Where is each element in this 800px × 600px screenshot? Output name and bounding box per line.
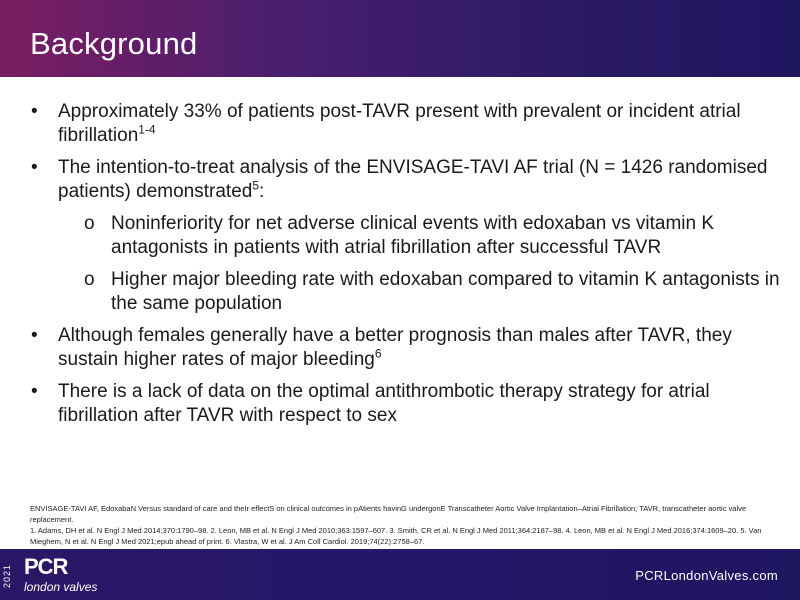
bullet-marker: • <box>31 381 38 402</box>
sub-bullet-text: Noninferiority for net adverse clinical events with edoxaban vs vitamin K antagonists in patients with atrial fibrillation after successful TAVR <box>111 213 715 258</box>
website-url: PCRLondonValves.com <box>635 568 778 583</box>
pcr-logo <box>24 555 97 593</box>
sub-bullet-text: Higher major bleeding rate with edoxaban compared to vitamin K antagonists in the same population <box>111 269 780 314</box>
bullet-text: There is a lack of data on the optimal antithrombotic therapy strategy for atrial fibrillation after TAVR with respect to sex <box>58 381 710 426</box>
reference-superscript: 6 <box>374 346 382 361</box>
slide-content <box>28 100 780 436</box>
bullet-item <box>28 380 780 428</box>
bullet-marker: • <box>31 101 38 122</box>
references-note: 1. Adams, DH et al. N Engl J Med 2014;370:1790–98. 2. Leon, MB et al. N Engl J Med 2010;363:1597–607. 3. Smith, CR et al. N Engl J Med 2011;364:2187–98. 4. Leon, MB et al. N Engl J Med 2016;374:1609–20. 5. Van Mieghem, N et al. N Engl J Med 2021;epub ahead of print. 6. Vlastra, W et al. J Am Coll Cardiol. 2019;74(22):2758–67. <box>30 526 762 546</box>
sub-bullet-marker: o <box>84 269 95 290</box>
sub-bullet-item <box>28 212 780 260</box>
bullet-item <box>28 156 780 204</box>
footnotes <box>30 503 775 547</box>
bullet-text: Approximately 33% of patients post-TAVR present with prevalent or incident atrial fibrillation <box>58 101 741 146</box>
reference-superscript: 1-4 <box>138 122 156 137</box>
bullet-marker: • <box>31 325 38 346</box>
slide-title: Background <box>30 26 198 61</box>
sub-bullet-marker: o <box>84 213 95 234</box>
year-label: 2021 <box>2 563 12 589</box>
bullet-text: Although females generally have a better prognosis than males after TAVR, they sustain higher rates of major bleeding <box>58 325 732 370</box>
reference-superscript: 5 <box>252 178 260 193</box>
bullet-item <box>28 324 780 372</box>
bullet-item <box>28 100 780 148</box>
slide-header <box>0 0 800 77</box>
logo-wordmark: PCR <box>24 554 68 579</box>
abbreviations-note: ENVISAGE-TAVI AF, EdoxabaN Versus standard of care and theIr effectS on clinical outcomes in pAtients havinG undergonE Transcatheter Aortic Valve Implantation–Atrial Fibrillation; TAVR, transcatheter aortic valve replacement. <box>30 504 747 524</box>
bullet-marker: • <box>31 157 38 178</box>
sub-bullet-item <box>28 268 780 316</box>
slide-footer <box>0 549 800 600</box>
bullet-tail: : <box>259 181 265 202</box>
bullet-text: The intention-to-treat analysis of the ENVISAGE-TAVI AF trial (N = 1426 randomised patients) demonstrated <box>58 157 768 202</box>
logo-subtitle: london valves <box>24 580 98 594</box>
